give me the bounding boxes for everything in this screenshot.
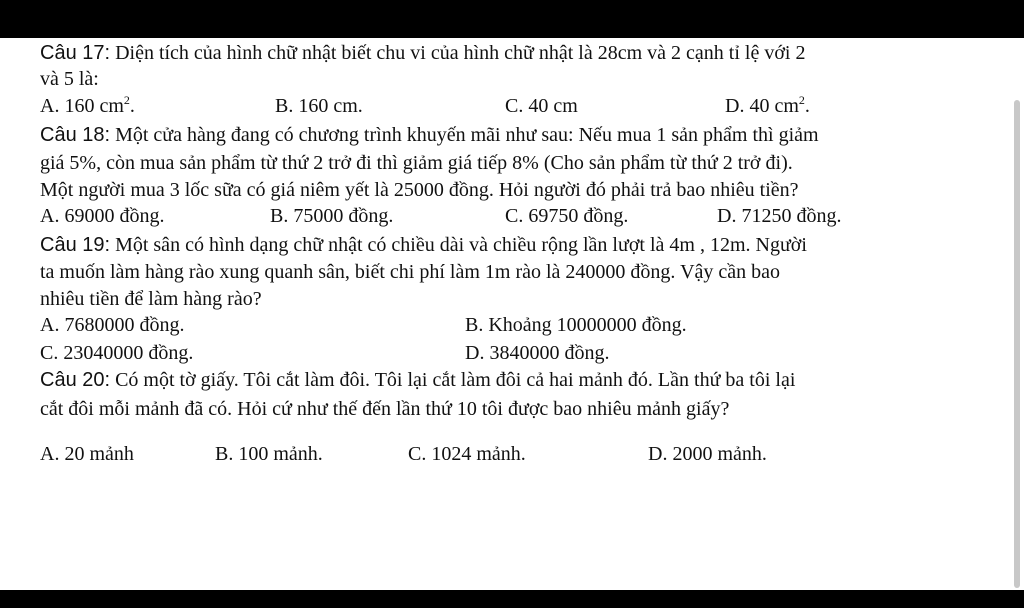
- bottom-black-bar: [0, 590, 1024, 608]
- q18-text-1: Một cửa hàng đang có chương trình khuyến mãi như sau: Nếu mua 1 sản phẩm thì giảm: [115, 124, 819, 146]
- q19-option-b: B. Khoảng 10000000 đồng.: [465, 314, 687, 336]
- q18-option-c: C. 69750 đồng.: [505, 205, 629, 227]
- q19-option-d: D. 3840000 đồng.: [465, 342, 610, 364]
- q17-option-b: B. 160 cm.: [275, 95, 363, 117]
- scrollbar-thumb[interactable]: [1014, 100, 1020, 588]
- q17-text-2: và 5 là:: [40, 68, 99, 90]
- q19-option-c: C. 23040000 đồng.: [40, 342, 194, 364]
- q20-label: Câu 20:: [40, 369, 111, 391]
- q20-text-1: Có một tờ giấy. Tôi cắt làm đôi. Tôi lại cắt làm đôi cả hai mảnh đó. Lần thứ ba tôi lại: [115, 369, 796, 391]
- q19-line-1: [40, 233, 807, 257]
- q17-option-c: C. 40 cm: [505, 95, 578, 117]
- q19-text-3: nhiêu tiền để làm hàng rào?: [40, 288, 262, 310]
- q20-option-d: D. 2000 mảnh.: [648, 443, 767, 465]
- q18-line-1: [40, 123, 819, 147]
- q17-option-a: A. 160 $cm^2$.: [40, 93, 135, 117]
- q18-text-2: giá 5%, còn mua sản phẩm từ thứ 2 trở đi thì giảm giá tiếp 8% (Cho sản phẩm từ thứ 2 trở đi).: [40, 152, 793, 174]
- q17-label: Câu 17:: [40, 42, 111, 64]
- q18-text-3: Một người mua 3 lốc sữa có giá niêm yết là 25000 đồng. Hỏi người đó phải trả bao nhiêu tiền?: [40, 179, 799, 201]
- q18-option-d: D. 71250 đồng.: [717, 205, 842, 227]
- q19-option-a: A. 7680000 đồng.: [40, 314, 185, 336]
- q18-option-a: A. 69000 đồng.: [40, 205, 165, 227]
- q18-label: Câu 18:: [40, 124, 111, 146]
- q17-text-1: Diện tích của hình chữ nhật biết chu vi của hình chữ nhật là 28cm và 2 cạnh tỉ lệ với 2: [115, 42, 806, 64]
- q19-text-1: Một sân có hình dạng chữ nhật có chiều dài và chiều rộng lần lượt là 4m , 12m. Người: [115, 234, 807, 256]
- q20-text-2: cắt đôi mỗi mảnh đã có. Hỏi cứ như thế đến lần thứ 10 tôi được bao nhiêu mảnh giấy?: [40, 398, 730, 420]
- q17-option-d: D. 40 $cm^2$.: [725, 93, 810, 117]
- q20-option-b: B. 100 mảnh.: [215, 443, 323, 465]
- q19-label: Câu 19:: [40, 234, 111, 256]
- document-page[interactable]: [0, 38, 1010, 590]
- q20-line-1: [40, 368, 795, 392]
- q17-line-1: [40, 41, 805, 65]
- q18-option-b: B. 75000 đồng.: [270, 205, 394, 227]
- q20-option-a: A. 20 mảnh: [40, 443, 134, 465]
- q20-option-c: C. 1024 mảnh.: [408, 443, 526, 465]
- top-black-bar: [0, 0, 1024, 38]
- q19-text-2: ta muốn làm hàng rào xung quanh sân, biết chi phí làm 1m rào là 240000 đồng. Vậy cần bao: [40, 261, 781, 283]
